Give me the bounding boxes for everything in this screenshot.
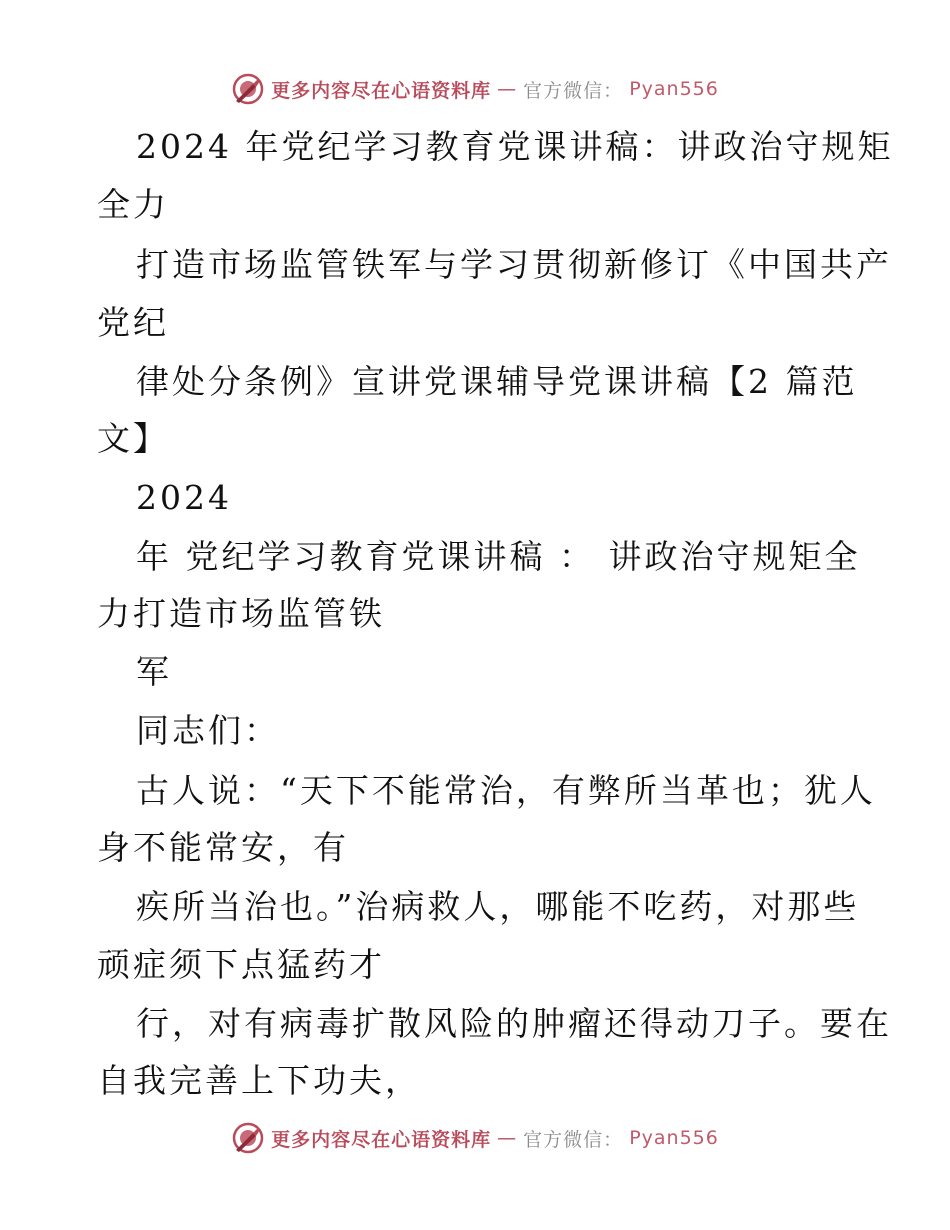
title-line-2: 全力: [97, 185, 169, 224]
title-line-1: 2024 年党纪学习教育党课讲稿：讲政治守规矩: [136, 127, 894, 166]
watermark-site-text: 更多内容尽在心语资料库: [271, 79, 492, 102]
body-line-2: 身不能常安，有: [97, 828, 349, 867]
title-line-3: 打造市场监管铁军与学习贯彻新修订《中国共产: [136, 245, 892, 284]
watermark-wechat-id: Pyan556: [629, 78, 719, 100]
watermark-dash: —: [497, 1127, 518, 1149]
body-line-4: 顽症须下点猛药才: [97, 945, 385, 984]
pen-circle-logo-icon: [231, 1121, 265, 1155]
watermark-dash: —: [497, 78, 518, 100]
subtitle-line-1: 年 党纪学习教育党课讲稿 ： 讲政治守规矩全: [136, 537, 861, 576]
subtitle-line-3: 军: [136, 652, 172, 691]
subtitle-line-2: 力打造市场监管铁: [97, 594, 385, 633]
body-line-6: 自我完善上下功夫，: [97, 1061, 421, 1100]
watermark-banner-bottom: [0, 1121, 950, 1155]
watermark-wechat-label: 官方微信：: [523, 1128, 624, 1151]
subtitle-year: 2024: [136, 478, 232, 517]
body-line-5: 行，对有病毒扩散风险的肿瘤还得动刀子。要在: [136, 1004, 892, 1043]
body-line-1: 古人说：“天下不能常治，有弊所当革也；犹人: [136, 771, 876, 810]
salutation: 同志们：: [136, 711, 280, 750]
watermark-wechat-label: 官方微信：: [523, 79, 624, 102]
title-line-4: 党纪: [97, 303, 169, 342]
watermark-site-text: 更多内容尽在心语资料库: [271, 1128, 492, 1151]
title-line-5: 律处分条例》宣讲党课辅导党课讲稿【2 篇范: [136, 362, 858, 401]
title-line-6: 文】: [97, 419, 169, 458]
watermark-wechat-id: Pyan556: [629, 1127, 719, 1149]
body-line-3: 疾所当治也。”治病救人，哪能不吃药，对那些: [136, 887, 860, 926]
